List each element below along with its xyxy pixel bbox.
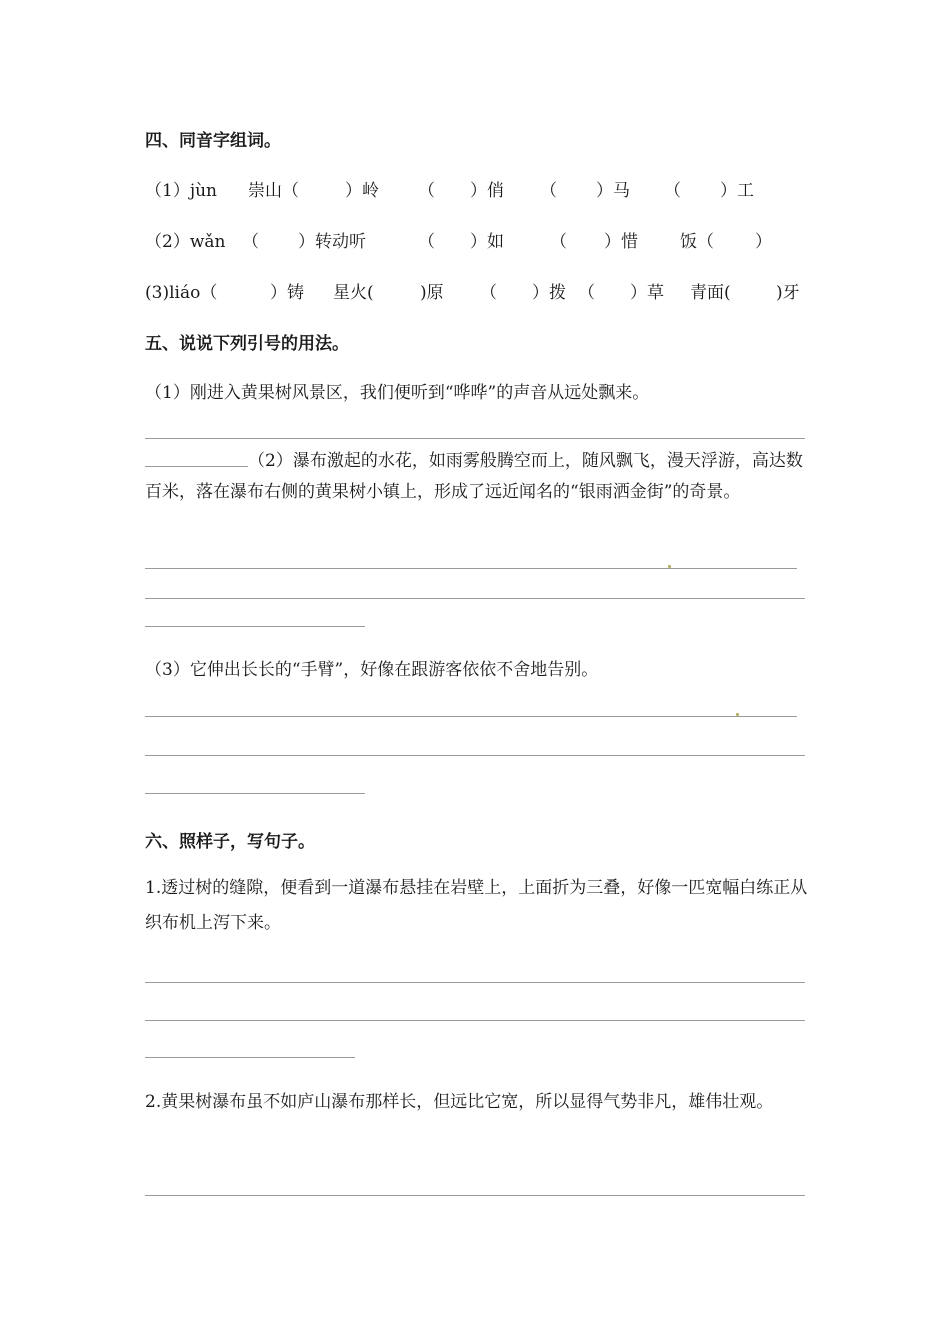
row2-word1-start: （ [242,232,259,252]
question-1-text: （1）刚进入黄果树风景区，我们便听到“哗哗”的声音从远处飘来。 [145,383,650,403]
row3-pinyin: (3)liáo（ [145,283,218,303]
row2-word1-end: ）转动听 [298,232,366,252]
question-3-text: （3）它伸出长长的“手臂”，好像在跟游客依依不舍地告别。 [145,660,599,680]
question-2-text: （2）瀑布激起的水花，如雨雾般腾空而上，随风飘飞，漫天浮游，高达数百米，落在瀑布右侧的黄果树小镇上，形成了远近闻名的“银雨洒金街”的奇景。 [145,451,803,502]
row2-word3-start: （ [550,232,567,252]
row3-word2-end: )原 [420,283,444,303]
sentence-2-text: 2.黄果树瀑布虽不如庐山瀑布那样长，但远比它宽，所以显得气势非凡，雄伟壮观。 [145,1092,774,1112]
row3-word3-end: ）拨 [532,283,566,303]
row1-word3-end: ）马 [596,181,630,201]
answer-line-s2-a[interactable] [145,1195,805,1196]
answer-line-q3-b[interactable] [145,755,805,756]
row2-word4-end: ） [755,232,772,252]
row2-word4-start: 饭（ [680,232,714,252]
row1-word2-start: （ [418,181,435,201]
answer-line-s1-b[interactable] [145,1020,805,1021]
answer-line-q2-b[interactable] [145,598,805,599]
speck-mark [668,565,671,568]
answer-line-s1-a[interactable] [145,982,805,983]
answer-line-q3-c[interactable] [145,793,365,794]
row3-word3-start: （ [480,283,497,303]
row2-word2-end: ）如 [470,232,504,252]
row1-word1-start: 崇山（ [248,181,299,201]
row3-word4-end: ）草 [630,283,664,303]
answer-line-q2-c[interactable] [145,626,365,627]
answer-line-q3-a[interactable] [145,716,797,717]
row1-word4-end: ）工 [720,181,754,201]
section-5-title: 五、说说下列引号的用法。 [145,334,349,354]
row2-pinyin: （2）wǎn [145,232,226,252]
section-4-title: 四、同音字组词。 [145,131,281,151]
answer-line-q1-a[interactable] [145,438,805,439]
row1-pinyin: （1）jùn [145,181,217,201]
sentence-1-text: 1.透过树的缝隙，便看到一道瀑布悬挂在岩壁上，上面折为三叠，好像一匹宽幅白练正从织布机上泻下来。 [145,878,808,933]
section-6-title: 六、照样子，写句子。 [145,832,315,852]
row1-word3-start: （ [540,181,557,201]
answer-line-s1-c[interactable] [145,1057,355,1058]
row3-word5-end: )牙 [776,283,800,303]
row3-word1-end: ）铸 [270,283,304,303]
row3-word5-start: 青面( [690,283,731,303]
answer-line-q2-a[interactable] [145,568,797,569]
row3-word4-start: （ [578,283,595,303]
row2-word3-end: ）惜 [604,232,638,252]
row1-word1-end: ）岭 [345,181,379,201]
row1-word2-end: ）俏 [470,181,504,201]
row1-word4-start: （ [664,181,681,201]
row3-word2-start: 星火( [333,283,374,303]
row2-word2-start: （ [418,232,435,252]
speck-mark [736,713,739,716]
